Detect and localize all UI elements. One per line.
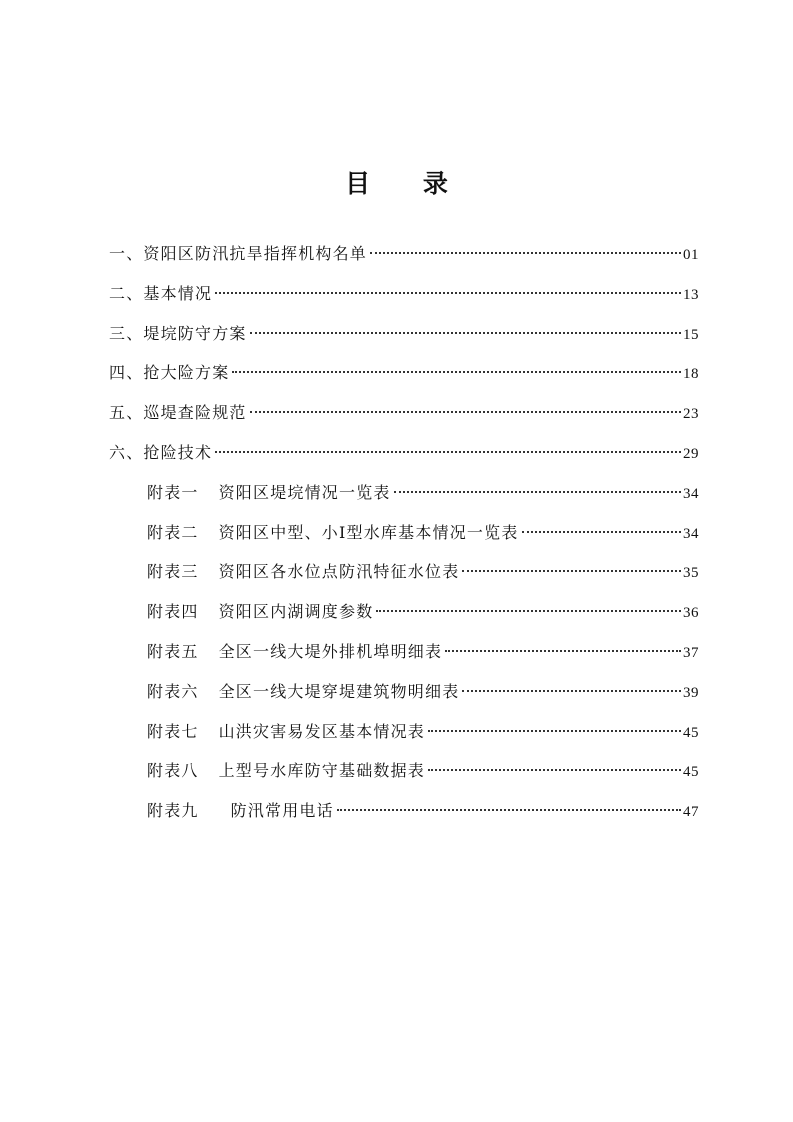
appendix-prefix: 附表三	[147, 562, 199, 582]
toc-entry-section-2[interactable]	[109, 274, 699, 314]
toc-entry-page: 45	[683, 764, 699, 781]
dot-leader	[445, 650, 681, 652]
toc-entry-page: 13	[683, 286, 699, 303]
toc-entry-page: 23	[683, 406, 699, 423]
toc-entry-page: 01	[683, 247, 699, 263]
appendix-name: 上型号水库防守基础数据表	[218, 761, 426, 781]
toc-entry-label: 六、抢险技术	[109, 442, 213, 462]
dot-leader	[215, 292, 681, 294]
toc-entry-page: 47	[683, 804, 699, 821]
toc-entry-page: 36	[683, 605, 699, 622]
dot-leader	[376, 610, 681, 612]
toc-title: 目 录	[345, 169, 470, 198]
toc-entry-appendix-7[interactable]	[109, 712, 699, 752]
appendix-prefix: 附表六	[147, 681, 199, 701]
toc-entry-appendix-8[interactable]	[109, 751, 699, 791]
appendix-name: 资阳区中型、小Ⅰ型水库基本情况一览表	[218, 522, 519, 542]
dot-leader	[428, 730, 681, 732]
dot-leader	[370, 252, 681, 254]
toc-entry-label: 四、抢大险方案	[109, 363, 230, 383]
appendix-prefix: 附表二	[147, 522, 199, 542]
toc-entry-section-3[interactable]	[109, 314, 699, 354]
toc-entry-label: 三、堤垸防守方案	[109, 323, 247, 343]
toc-entry-appendix-9[interactable]	[109, 791, 699, 831]
toc-entry-appendix-6[interactable]	[109, 672, 699, 712]
appendix-prefix: 附表四	[147, 602, 199, 622]
toc-entry-appendix-1[interactable]	[109, 473, 699, 513]
toc-entry-label: 五、巡堤查险规范	[109, 403, 247, 423]
toc-entry-page: 15	[683, 326, 699, 343]
toc-entry-page: 35	[683, 565, 699, 582]
dot-leader	[250, 411, 681, 413]
toc-entry-label: 一、资阳区防汛抗旱指挥机构名单	[109, 244, 368, 263]
toc-entry-appendix-4[interactable]	[109, 592, 699, 632]
dot-leader	[462, 570, 681, 572]
appendix-name: 山洪灾害易发区基本情况表	[218, 721, 426, 741]
dot-leader	[394, 491, 681, 493]
appendix-name: 资阳区内湖调度参数	[218, 602, 374, 622]
appendix-name: 全区一线大堤外排机埠明细表	[218, 641, 443, 661]
appendix-name: 资阳区堤垸情况一览表	[218, 482, 391, 502]
appendix-prefix: 附表五	[147, 641, 199, 661]
toc-entry-page: 34	[683, 485, 699, 502]
toc-entry-page: 34	[683, 525, 699, 542]
appendix-prefix: 附表八	[147, 761, 199, 781]
appendix-name: 全区一线大堤穿堤建筑物明细表	[218, 681, 460, 701]
toc-entry-label: 二、基本情况	[109, 283, 213, 303]
appendix-prefix: 附表七	[147, 721, 199, 741]
dot-leader	[462, 690, 681, 692]
dot-leader	[232, 371, 681, 373]
toc-entry-section-4[interactable]	[109, 353, 699, 393]
toc-entry-page: 18	[683, 366, 699, 383]
toc-entry-section-5[interactable]	[109, 393, 699, 433]
dot-leader	[522, 531, 681, 533]
toc-entry-page: 45	[683, 724, 699, 741]
toc-entry-appendix-2[interactable]	[109, 513, 699, 553]
toc-entry-section-6[interactable]	[109, 433, 699, 473]
dot-leader	[215, 451, 681, 453]
appendix-name: 资阳区各水位点防汛特征水位表	[218, 562, 460, 582]
dot-leader	[337, 809, 681, 811]
toc-entry-appendix-3[interactable]	[109, 552, 699, 592]
appendix-prefix: 附表一	[147, 482, 199, 502]
appendix-prefix: 附表九	[147, 801, 199, 821]
toc-entry-appendix-5[interactable]	[109, 632, 699, 672]
dot-leader	[428, 769, 681, 771]
toc-entry-page: 29	[683, 445, 699, 462]
dot-leader	[250, 332, 681, 334]
toc-entry-page: 39	[683, 684, 699, 701]
appendix-name: 防汛常用电话	[230, 801, 334, 821]
toc-entry-section-1[interactable]	[109, 234, 699, 274]
toc-entry-page: 37	[683, 644, 699, 661]
table-of-contents	[109, 234, 699, 831]
